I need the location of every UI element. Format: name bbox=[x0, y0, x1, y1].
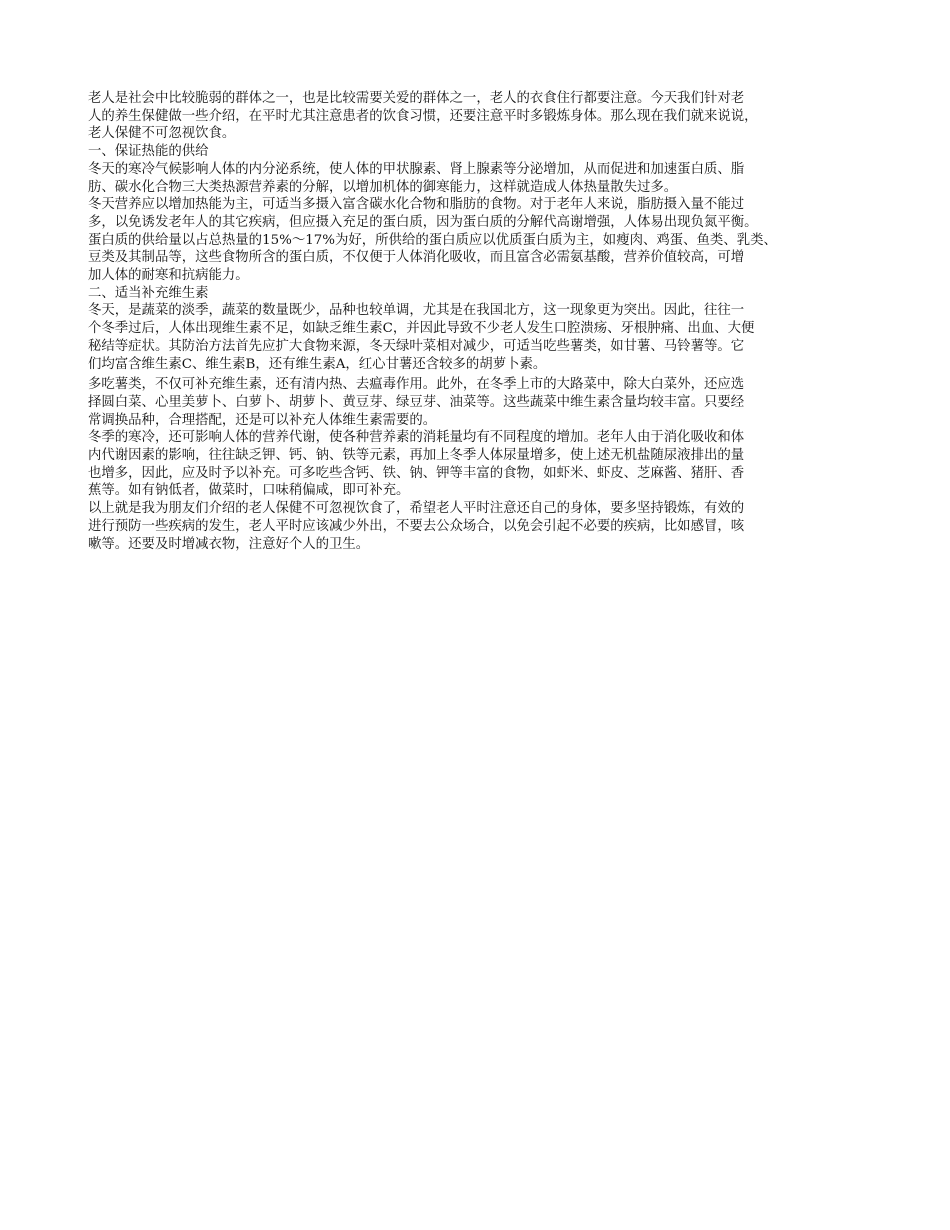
intro-paragraph: 老人是社会中比较脆弱的群体之一，也是比较需要关爱的群体之一，老人的衣食住行都要注意。今天我们针对老 人的养生保健做一些介绍，在平时尤其注意患者的饮食习惯，还要注意平时多锻炼身体。那么现在我们就来说说， 老人保健不可忽视饮食。 bbox=[88, 91, 758, 142]
section-heading-energy: 一、保证热能的供给 bbox=[88, 144, 209, 160]
energy-paragraph-2: 冬天营养应以增加热能为主，可适当多摄入富含碳水化合物和脂肪的食物。对于老年人来说，脂肪摄入量不能过 多，以免诱发老年人的其它疾病，但应摄入充足的蛋白质，因为蛋白质的分解代高谢增强，人体易出现负氮平衡。 蛋白质的供给量以占总热量的15%～17%为好，所供给的蛋白质应以优质蛋白质为主，如瘦肉、鸡蛋、鱼类、乳类、 豆类及其制品等，这些食物所含的蛋白质，不仅便于人体消化吸收，而且富含必需氨基酸，营养价值较高，可增 加人体的耐寒和抗病能力。 bbox=[88, 197, 777, 284]
vitamins-paragraph-1: 冬天，是蔬菜的淡季，蔬菜的数量既少，品种也较单调，尤其是在我国北方，这一现象更为突出。因此，往往一 个冬季过后，人体出现维生素不足，如缺乏维生素C，并因此导致不少老人发生口腔溃疡、牙根肿痛、出血、大便 秘结等症状。其防治方法首先应扩大食物来源，冬天绿叶菜相对减少，可适当吃些薯类，如甘薯、马铃薯等。它 们均富含维生素C、维生素B，还有维生素A，红心甘薯还含较多的胡萝卜素。 bbox=[88, 303, 755, 372]
document-body bbox=[88, 90, 878, 553]
energy-paragraph-1: 冬天的寒冷气候影响人体的内分泌系统，使人体的甲状腺素、肾上腺素等分泌增加，从而促进和加速蛋白质、脂 肪、碳水化合物三大类热源营养素的分解，以增加机体的御寒能力，这样就造成人体热量散失过多。 bbox=[88, 161, 745, 195]
section-heading-vitamins: 二、适当补充维生素 bbox=[88, 285, 209, 301]
vitamins-paragraph-3: 冬季的寒冷，还可影响人体的营养代谢，使各种营养素的消耗量均有不同程度的增加。老年人由于消化吸收和体 内代谢因素的影响，往往缺乏钾、钙、钠、铁等元素，再加上冬季人体尿量增多，使上述无机盐随尿液排出的量 也增多，因此，应及时予以补充。可多吃些含钙、铁、钠、钾等丰富的食物，如虾米、虾皮、芝麻酱、猪肝、香 蕉等。如有钠低者，做菜时，口味稍偏咸，即可补充。 bbox=[88, 430, 745, 499]
vitamins-paragraph-2: 多吃薯类，不仅可补充维生素，还有清内热、去瘟毒作用。此外，在冬季上市的大路菜中，除大白菜外，还应选 择圆白菜、心里美萝卜、白萝卜、胡萝卜、黄豆芽、绿豆芽、油菜等。这些蔬菜中维生素含量均较丰富。只要经 常调换品种，合理搭配，还是可以补充人体维生素需要的。 bbox=[88, 377, 745, 428]
conclusion-paragraph: 以上就是我为朋友们介绍的老人保健不可忽视饮食了，希望老人平时注意还自己的身体，要多坚持锻炼，有效的 进行预防一些疾病的发生，老人平时应该减少外出，不要去公众场合，以免会引起不必要的疾病，比如感冒，咳 嗽等。还要及时增减衣物，注意好个人的卫生。 bbox=[88, 501, 745, 552]
